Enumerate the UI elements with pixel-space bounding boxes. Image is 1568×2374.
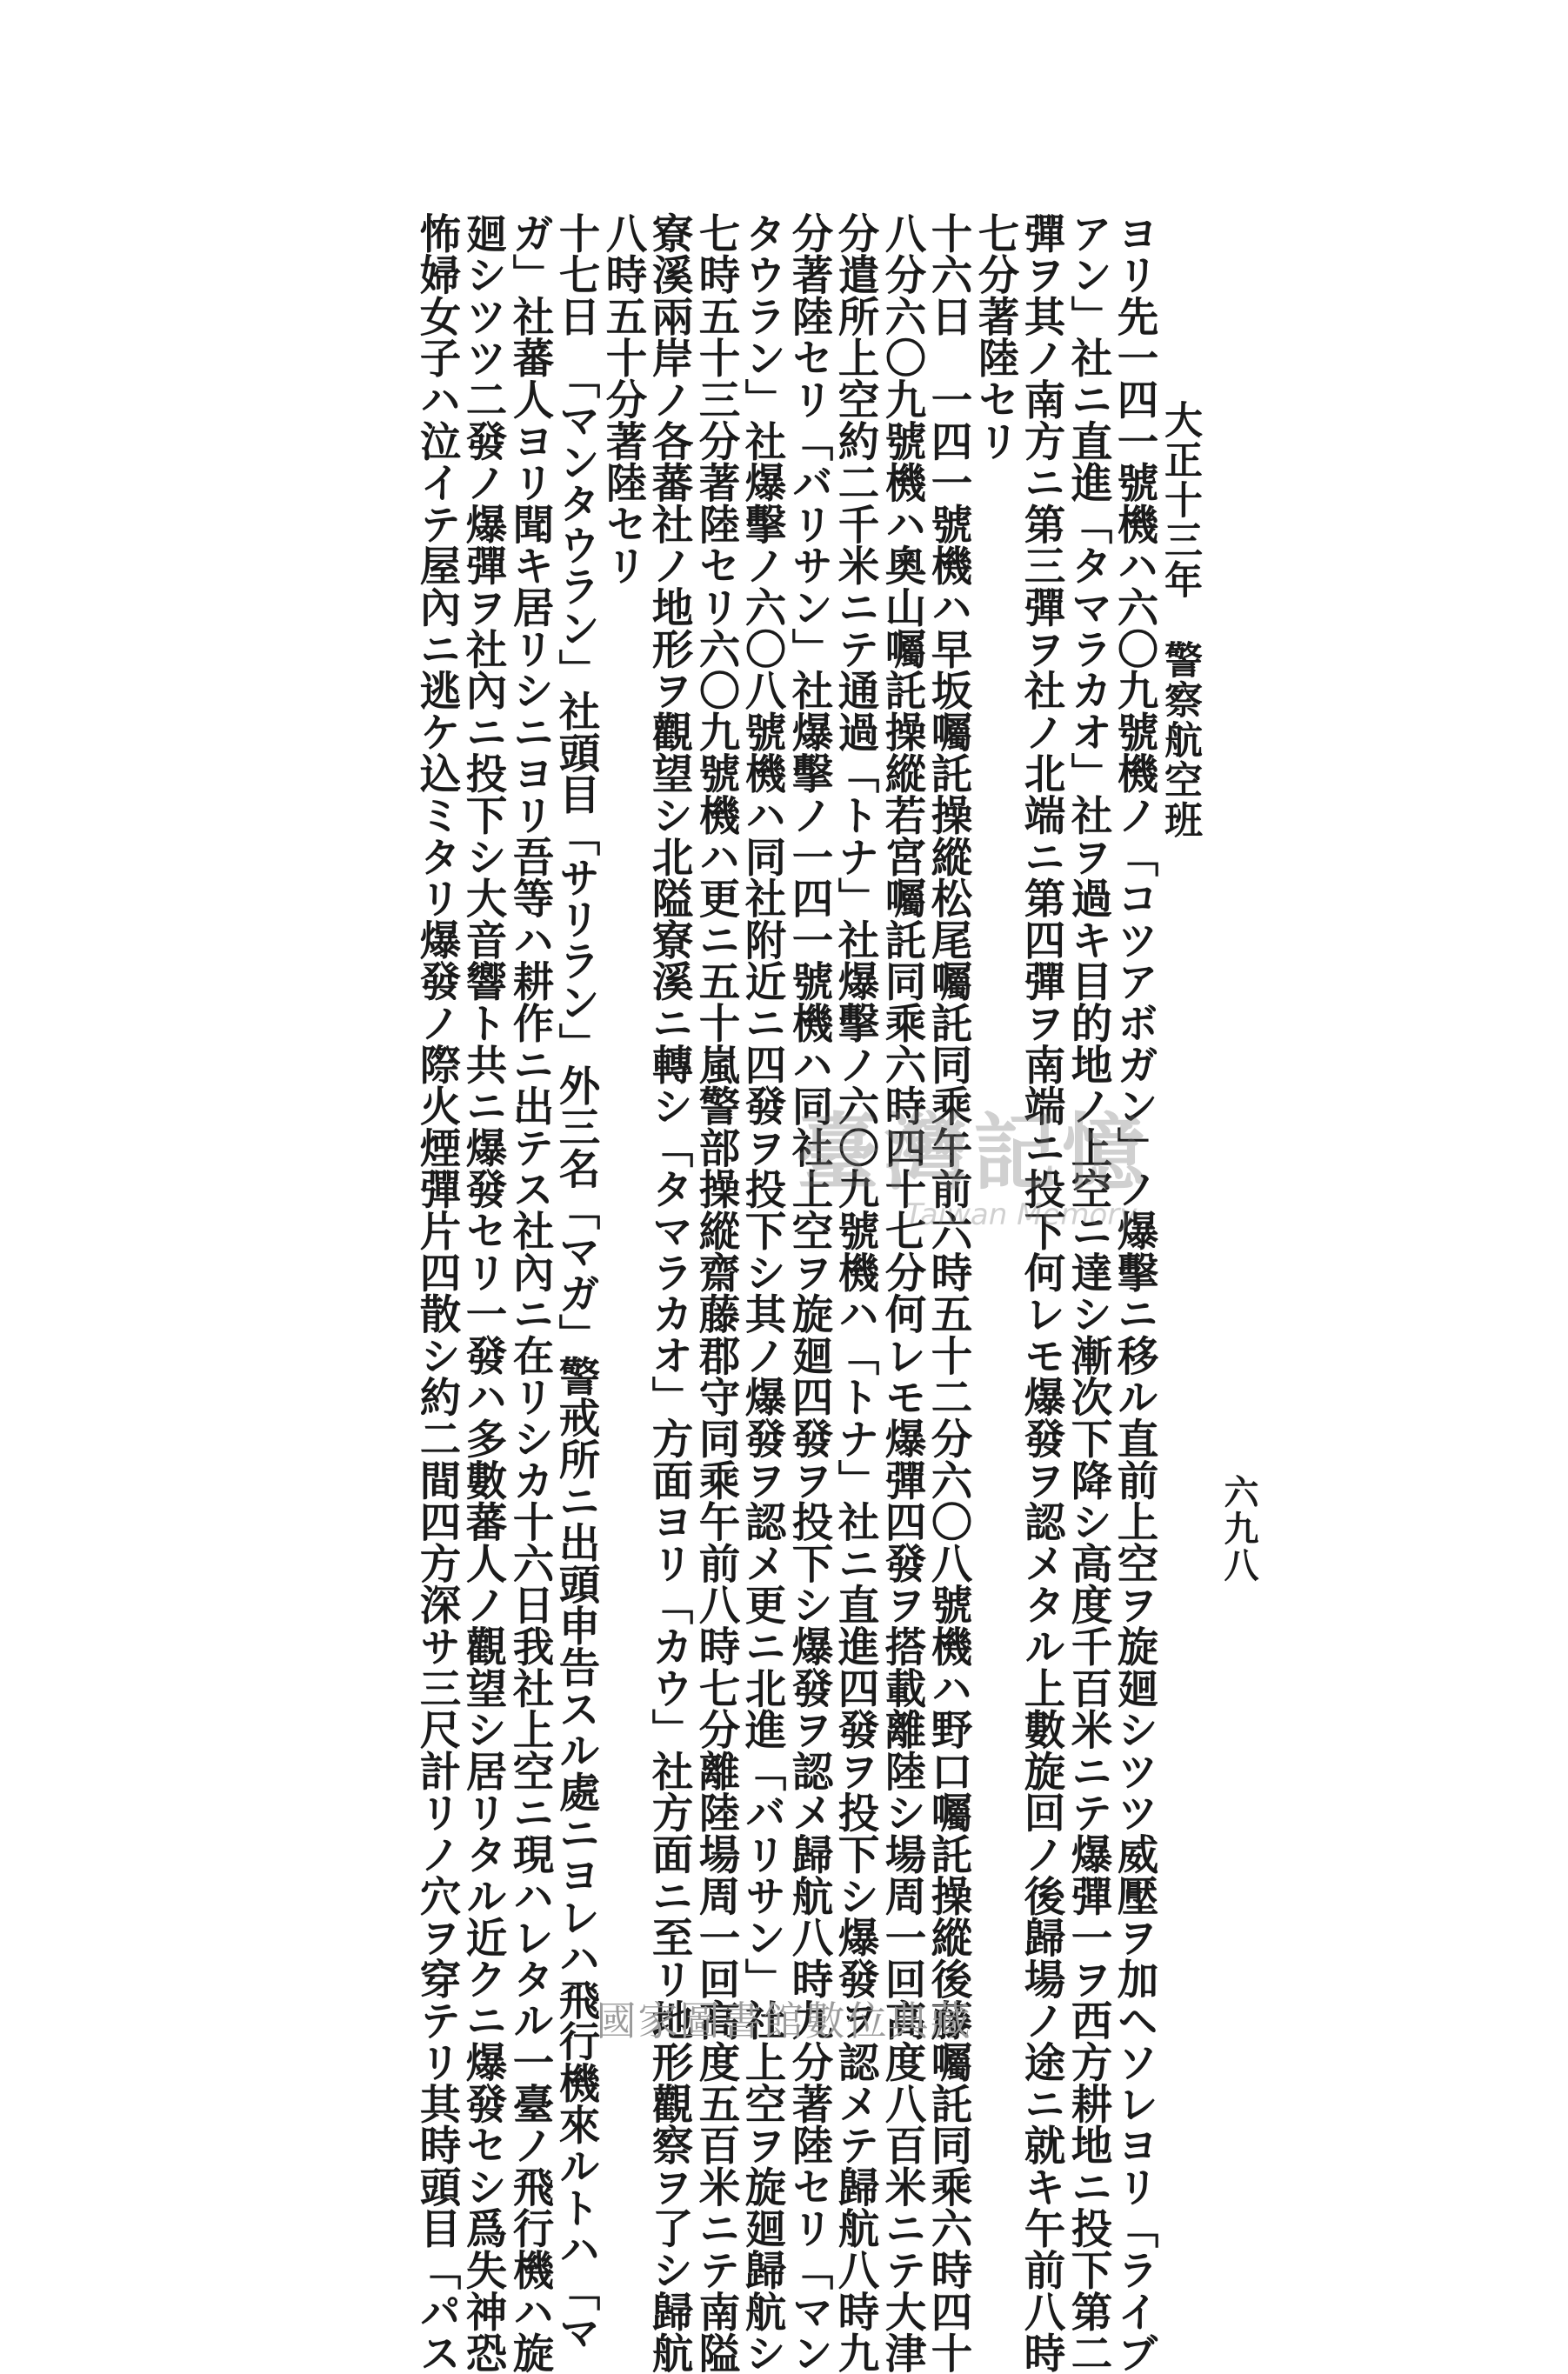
body-line-3: 彈ヲ其ノ南方ニ第三彈ヲ社ノ北端ニ第四彈ヲ南端ニ投下何レモ爆發ヲ認メタル上數旋回ノ後歸場ノ途ニ就キ午前八時 (1017, 212, 1065, 2374)
watermark-name-en: Taiwan Memory (904, 1197, 1138, 1232)
body-line-8: 分著陸セリ「バリサン」社爆擊ノ一四一號機ハ同社上空ヲ旋廻四發ヲ投下シ爆發ヲ認メ歸航八時九分著陸セリ「マン (784, 212, 833, 2374)
body-line-14: ガ」社蕃人ヨリ聞キ居リシニヨリ吾等ハ耕作ニ出テス社內ニ在リシカ十六日我社上空ニ現ハレタル一臺ノ飛行機ハ旋 (505, 212, 554, 2374)
body-line-2: アン」社ニ直進「タマラカオ」社ヲ過キ目的地ノ上空ニ達シ漸次下降シ高度千百米ニテ爆彈一ヲ西方耕地ニ投下第二 (1064, 212, 1112, 2374)
body-line-15: 廻シツツ二發ノ爆彈ヲ社內ニ投下シ大音響ト共ニ爆發セリ一發ハ多數蕃人ノ觀望シ居リタル近クニ爆發セシ爲失神恐 (458, 212, 507, 2374)
watermark-name-cn: 臺灣記憶 (796, 1104, 1151, 1202)
body-line-6: 八分六〇九號機ハ奧山囑託操縱若宮囑託同乘六時四十七分何レモ爆彈四發ヲ搭載離陸シ場周一回高度八百米ニテ大津 (877, 212, 926, 2374)
body-line-12: 八時五十分著陸セリ (598, 212, 647, 587)
body-line-9: タウラン」社爆擊ノ六〇八號機ハ同社附近ニ四發ヲ投下シ其ノ爆發ヲ認メ更ニ北進「バリサン」社上空ヲ旋廻歸航シ (737, 212, 786, 2374)
body-line-7: 分遣所上空約二千米ニテ通過「トナ」社爆擊ノ六〇九號機ハ「トナ」社ニ直進四發ヲ投下シ爆發ヲ認メテ歸航八時九 (831, 212, 879, 2374)
body-line-11: 寮溪兩岸ノ各蕃社ノ地形ヲ觀望シ北隘寮溪ニ轉シ「タマラカオ」方面ヨリ「カウ」社方面ニ至リ地形觀察ヲ了シ歸航 (644, 212, 693, 2374)
body-line-10: 七時五十三分著陸セリ六〇九號機ハ更ニ五十嵐警部操縱齋藤郡守同乘午前八時七分離陸場周一回高度五百米ニテ南隘 (691, 212, 740, 2374)
page-title: 大正十三年 警察航空班 (1158, 400, 1202, 840)
page-number: 六九八 (1218, 1474, 1259, 1584)
watermark (796, 1087, 1151, 1232)
body-line-13: 十七日 「マンタウラン」社頭目「サリラン」外三名「マガ」警戒所ニ出頭申告スル處ニヨレハ飛行機來ルトハ「マ (551, 212, 600, 2353)
footer-credit: 國家圖書館數位典藏 (596, 1997, 972, 2044)
body-line-16: 怖婦女子ハ泣イテ屋內ニ逃ケ込ミタリ爆發ノ際火煙彈片四散シ約二間四方深サ三尺計リノ穴ヲ穿テリ其時頭目「パス (412, 212, 461, 2374)
body-line-4: 七分著陸セリ (971, 212, 1019, 462)
body-line-1: ヨリ先一四一號機ハ六〇九號機ノ「コツアボガン」ノ爆擊ニ移ル直前上空ヲ旋廻シツツ威壓ヲ加ヘソレヨリ「ライブ (1110, 212, 1158, 2374)
body-line-5: 十六日 一四一號機ハ早坂囑託操縱松尾囑託同乘午前六時五十二分六〇八號機ハ野口囑託操縱後藤囑託同乘六時四十 (924, 212, 972, 2374)
